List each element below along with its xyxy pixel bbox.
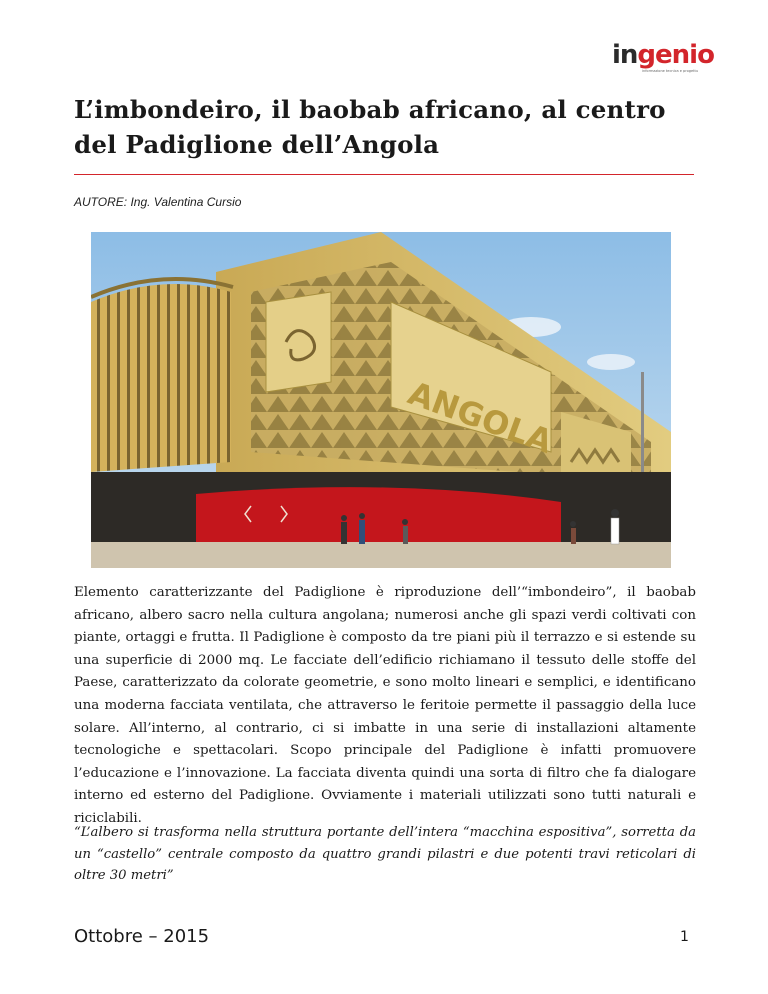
- logo-wordmark: ingenio: [612, 40, 714, 70]
- angola-pavilion-photo: [91, 232, 671, 568]
- svg-text:ANGOLA: ANGOLA: [403, 373, 558, 461]
- article-body: Elemento caratterizzante del Padiglione è riproduzione dell’“imbondeiro”, il baobab africano, albero sacro nella cultura angolana; numerosi anche gli spazi verdi coltivati con piante, ortaggi e frutta. Il Padiglione è composto da tre piani più il terrazzo e si estende su una superficie di 2000 mq. Le facciate dell’edificio richiamano il tessuto delle stoffe del Paese, caratterizzato da colorate geometrie, e sono molto lineari e semplici, e identificano una moderna facciata ventilata, che attraverso le feritoie permette il passaggio della luce solare. All’interno, al contrario, ci si imbatte in una serie di installazioni altamente tecnologiche e spettacolari. Scopo principale del Padiglione è infatti promuovere l’educazione e l’innovazione. La facciata diventa quindi una sorta di filtro che fa dialogare interno ed esterno del Padiglione. Ovviamente i materiali utilizzati sono tutti naturali e riciclabili.: [74, 585, 696, 826]
- page-number: 1: [680, 929, 689, 945]
- logo-tagline: [642, 66, 698, 75]
- svg-text:informazione tecnica e progett: informazione tecnica e progettuale: [642, 69, 698, 73]
- author-line: AUTORE: Ing. Valentina Cursio: [74, 195, 242, 209]
- article-title: L’imbondeiro, il baobab africano, al centro del Padiglione dell’Angola: [74, 95, 666, 159]
- title-divider: [74, 174, 694, 175]
- pull-quote: “L’albero si trasforma nella struttura portante dell’intera “macchina espositiva”, sorretta da un “castello” centrale composto da quattro grandi pilastri e due potenti travi reticolari di oltre 30 metri”: [74, 825, 696, 883]
- ingenio-logo: [612, 40, 714, 82]
- footer-date: Ottobre – 2015: [74, 926, 210, 947]
